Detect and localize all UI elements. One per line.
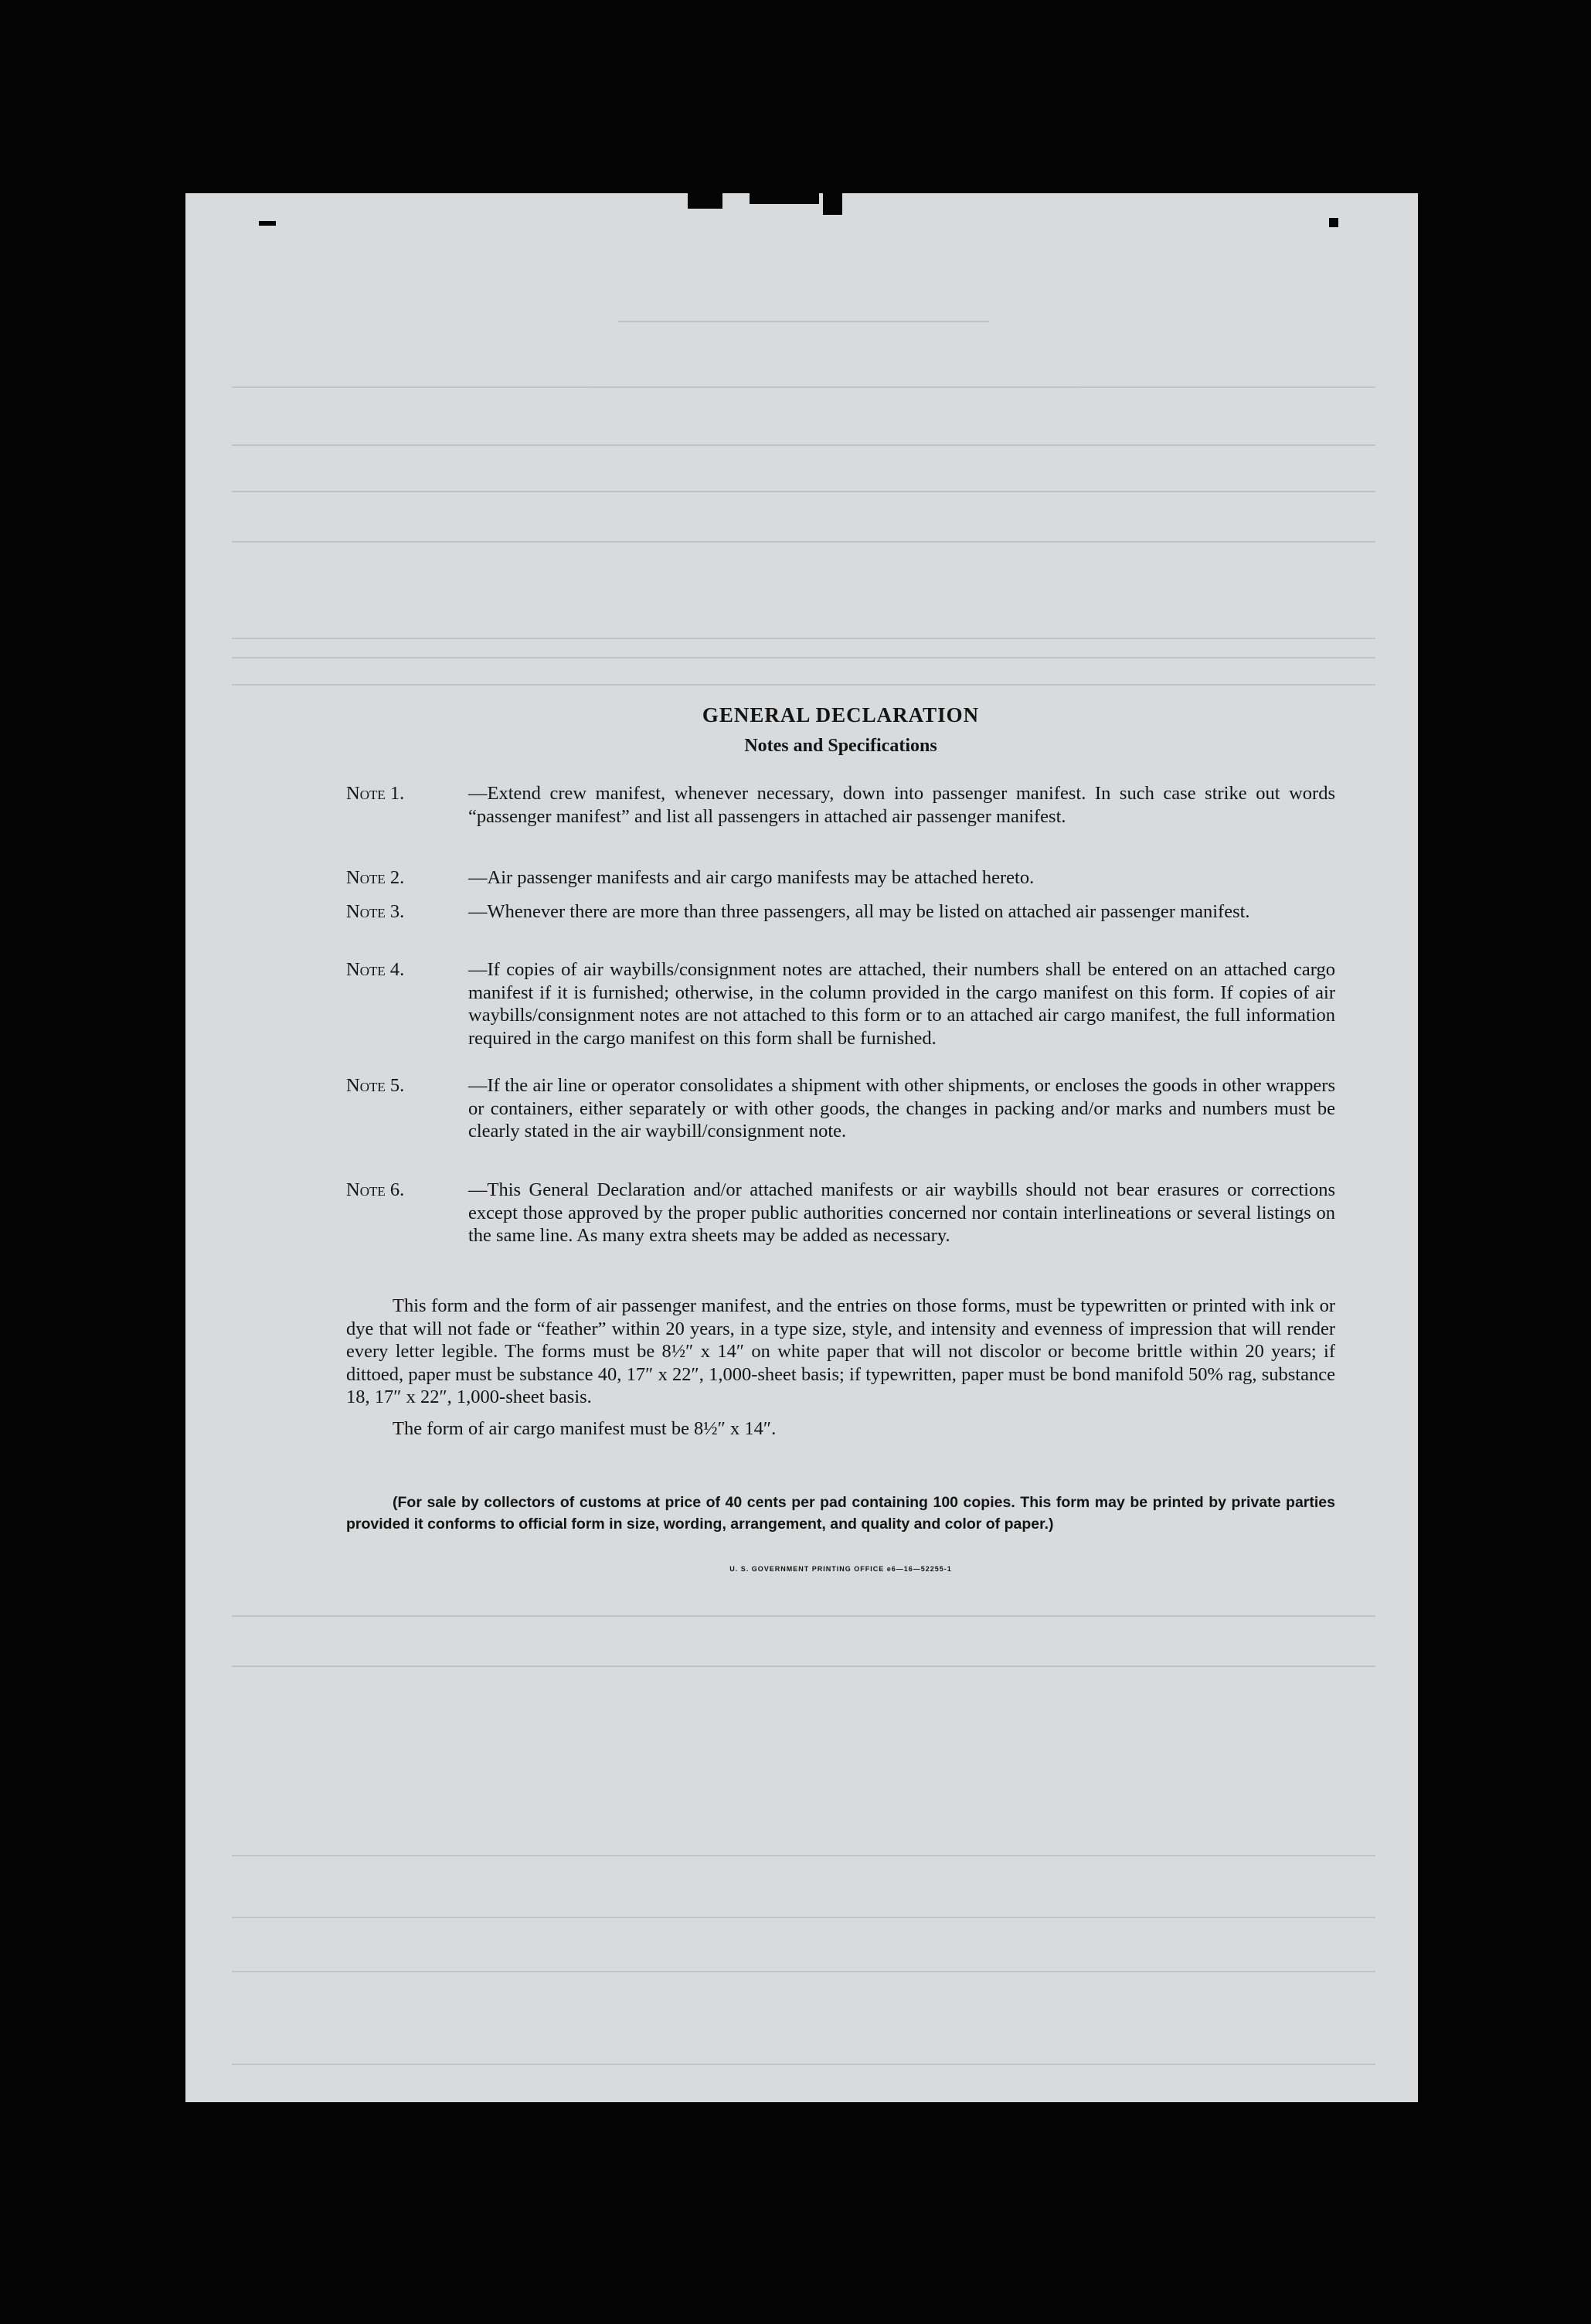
torn-edge-mark	[1329, 218, 1338, 227]
specifications-text: This form and the form of air passenger manifest, and the entries on those forms, must be typewritten or printed with ink or dye that will not fade or “feather” within 20 years, in a type size, style, and intensity and evenness of impression that will render every letter legible. The forms must be 8½″ x 14″ on white paper that will not discolor or become brittle within 20 years; if dittoed, paper must be substance 40, 17″ x 22″, 1,000-sheet basis; if typewritten, paper must be bond manifold 50% rag, substance 18, 17″ x 22″, 1,000-sheet basis.	[346, 1295, 1335, 1407]
note-4	[346, 958, 1335, 1050]
note-text: —Extend crew manifest, whenever necessary, down into passenger manifest. In such case strike out words “passenger manifest” and list all passengers in attached air passenger manifest.	[468, 783, 1335, 827]
torn-edge-mark	[259, 221, 276, 226]
torn-edge-mark	[750, 193, 819, 204]
note-2	[346, 866, 1335, 890]
reverse-side-show-through	[185, 193, 1418, 2102]
note-text: —Whenever there are more than three passengers, all may be listed on attached air passenger manifest.	[468, 901, 1250, 922]
note-6	[346, 1179, 1335, 1247]
note-text: —Air passenger manifests and air cargo manifests may be attached hereto.	[468, 867, 1035, 888]
sale-notice	[346, 1492, 1335, 1535]
note-label: Note 5.	[346, 1075, 405, 1096]
page-title: GENERAL DECLARATION	[702, 703, 980, 726]
sale-notice-text: (For sale by collectors of customs at price of 40 cents per pad containing 100 copies. This form may be printed by private parties provided it conforms to official form in size, wording, arrangement, and quality and color of paper.)	[346, 1494, 1335, 1533]
note-label: Note 2.	[346, 867, 405, 888]
note-5	[346, 1074, 1335, 1143]
note-label: Note 1.	[346, 783, 405, 804]
page-subtitle: Notes and Specifications	[744, 736, 937, 756]
note-label: Note 6.	[346, 1179, 405, 1200]
note-text: —If copies of air waybills/consignment notes are attached, their numbers shall be entered on an attached cargo manifest if it is furnished; otherwise, in the column provided in the cargo manifest on this form. If copies of air waybills/consignment notes are not attached to this form or to an attached air cargo manifest, the full information required in the cargo manifest on this form shall be furnished.	[468, 959, 1335, 1049]
note-1	[346, 782, 1335, 828]
document-page	[185, 193, 1418, 2102]
note-label: Note 3.	[346, 901, 405, 922]
note-3	[346, 900, 1335, 924]
printer-imprint: U. S. GOVERNMENT PRINTING OFFICE e6—16—52255-1	[729, 1565, 952, 1573]
specifications-paragraph	[346, 1295, 1335, 1409]
cargo-manifest-size-line: The form of air cargo manifest must be 8½″ x 14″.	[393, 1418, 777, 1439]
torn-edge-mark	[823, 193, 842, 215]
note-label: Note 4.	[346, 959, 405, 980]
note-text: —This General Declaration and/or attached manifests or air waybills should not bear erasures or corrections except those approved by the proper public authorities concerned nor contain interlineations or several listings on the same line. As many extra sheets may be added as necessary.	[468, 1179, 1335, 1246]
note-text: —If the air line or operator consolidates a shipment with other shipments, or encloses the goods in other wrappers or containers, either separately or with other goods, the changes in packing and/or marks and numbers must be clearly stated in the air waybill/consignment note.	[468, 1075, 1335, 1142]
torn-edge-mark	[688, 193, 722, 209]
